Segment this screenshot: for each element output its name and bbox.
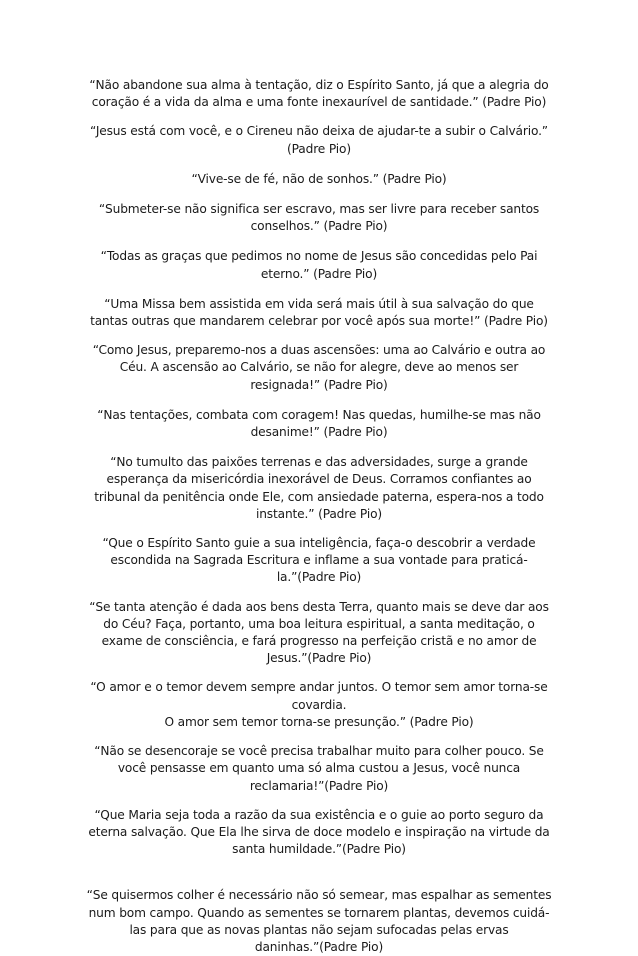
quote-14-line-1: “Que Maria seja toda a razão da sua existência e o guie ao porto seguro da eterna salvação. Que Ela lhe sirva de doce modelo e inspiração na virtude da	[88, 807, 550, 839]
document-page	[86, 77, 552, 956]
quote-3: “Vive-se de fé, não de sonhos.” (Padre Pio)	[191, 171, 447, 186]
quote-12	[86, 679, 552, 731]
quote-9: “No tumulto das paixões terrenas e das adversidades, surge a grande esperança da misericórdia inexorável de Deus. Corramos confiantes ao tribunal da penitência onde Ele, com ansiedade paterna, espera-nos a todo instante.” (Padre Pio)	[94, 455, 544, 521]
quote-2: “Jesus está com você, e o Cireneu não deixa de ajudar-te a subir o Calvário.” (Padre Pio)	[90, 124, 548, 156]
quote-14	[86, 807, 552, 859]
quote-6: “Uma Missa bem assistida em vida será mais útil à sua salvação do que tantas outras que mandarem celebrar por você após sua morte!” (Padre Pio)	[90, 296, 548, 329]
quote-14-line-2: santa humildade.”(Padre Pio)	[232, 842, 406, 857]
quote-15: “Se quisermos colher é necessário não só semear, mas espalhar as sementes num bom campo. Quando as sementes se tornarem plantas, devemos cuidá-las para que as novas plantas não sejam sufocadas pelas ervas daninhas.”(Padre Pio)	[86, 888, 552, 954]
quote-1: “Não abandone sua alma à tentação, diz o Espírito Santo, já que a alegria do coração é a vida da alma e uma fonte inexaurível de santidade.” (Padre Pio)	[89, 78, 549, 110]
quote-12-line-1: “O amor e o temor devem sempre andar juntos. O temor sem amor torna-se covardia.	[90, 680, 548, 712]
quote-8: “Nas tentações, combata com coragem! Nas quedas, humilhe-se mas não desanime!” (Padre Pio)	[97, 407, 541, 440]
quote-4: “Submeter-se não significa ser escravo, mas ser livre para receber santos conselhos.” (Padre Pio)	[98, 202, 540, 234]
quote-13: “Não se desencoraje se você precisa trabalhar muito para colher pouco. Se você pensasse em quanto uma só alma custou a Jesus, você nunca reclamaria!”(Padre Pio)	[94, 744, 544, 793]
quote-10: “Que o Espírito Santo guie a sua inteligência, faça-o descobrir a verdade escondida na Sagrada Escritura e inflame a sua vontade para praticá-la.”(Padre Pio)	[102, 536, 536, 585]
quote-7: “Como Jesus, preparemo-nos a duas ascensões: uma ao Calvário e outra ao Céu. A ascensão ao Calvário, se não for alegre, deve ao menos ser resignada!” (Padre Pio)	[92, 343, 546, 392]
quote-11: “Se tanta atenção é dada aos bens desta Terra, quanto mais se deve dar aos do Céu? Faça, portanto, uma boa leitura espiritual, a santa meditação, o exame de consciência, e fará progresso na perfeição cristã e no amor de Jesus.”(Padre Pio)	[89, 599, 549, 666]
quote-5: “Todas as graças que pedimos no nome de Jesus são concedidas pelo Pai eterno.” (Padre Pio)	[100, 249, 538, 281]
quote-12-line-2: O amor sem temor torna-se presunção.” (Padre Pio)	[164, 714, 474, 729]
